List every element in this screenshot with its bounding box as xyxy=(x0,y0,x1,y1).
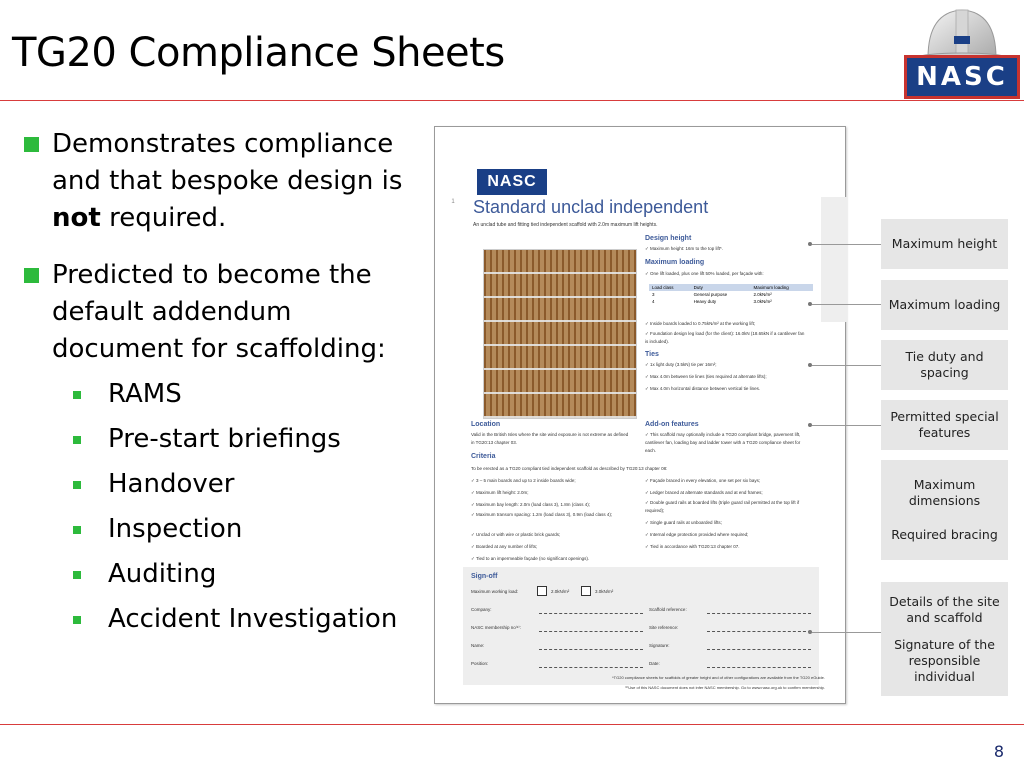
bullet-list xyxy=(22,126,427,642)
footer-divider xyxy=(0,724,1024,725)
doc-nasc-logo: NASC xyxy=(477,169,547,195)
bullet-item: Demonstrates compliance and that bespoke design is not required. xyxy=(22,126,427,237)
doc-line: ✓ Internal edge protection provided where required; xyxy=(645,532,749,537)
signoff-field-line xyxy=(707,631,811,632)
signoff-label: Site reference: xyxy=(649,625,679,630)
hard-hat-icon xyxy=(898,0,1024,62)
signoff-field-line xyxy=(539,649,643,650)
callout-label: Details of the site and scaffold xyxy=(889,593,1000,625)
compliance-sheet-preview xyxy=(434,126,846,704)
signoff-label: NASC membership no⁽ᶻ⁾: xyxy=(471,625,521,630)
doc-line: ✓ Maximum lift height: 2.0m; xyxy=(471,490,529,495)
leader-line xyxy=(812,365,881,366)
callout-label: Signature of the responsible individual xyxy=(894,636,995,684)
doc-line: ✓ Maximum bay length: 2.0m (load class 3), 1.8m (class 4); xyxy=(471,502,591,507)
table-cell: General purpose xyxy=(693,292,728,297)
doc-line: ✓ 1x light duty (3.5kN) tie per 16m²; xyxy=(645,362,717,367)
signoff-field-line xyxy=(707,613,811,614)
signoff-option: 3.0kN/m² xyxy=(595,589,614,594)
signoff-panel xyxy=(463,567,819,685)
signoff-label: Name: xyxy=(471,643,485,648)
doc-section-design-height: Design height xyxy=(645,235,692,242)
sub-bullet-item: Inspection xyxy=(22,507,427,552)
sub-bullet-item: RAMS xyxy=(22,372,427,417)
doc-line: ✓ Maximum transom spacing: 1.2m (load class 3), 0.9m (load class 4); xyxy=(471,512,613,517)
doc-footnote: *TG20 compliance sheets for scaffolds of greater height and of other configurations are available from the TG20 eGuide. xyxy=(612,675,825,680)
signoff-label: Position: xyxy=(471,661,489,666)
doc-line: ✓ Boarded at any number of lifts; xyxy=(471,544,538,549)
table-header: Load class xyxy=(649,284,691,291)
bold-text: not xyxy=(52,203,101,233)
doc-section-add-on: Add-on features xyxy=(645,421,699,428)
doc-line: ✓ Foundation design leg load (for the client): 16.0kN (18.65kN if a cantilever fan is included). xyxy=(645,331,805,344)
signoff-field-line xyxy=(707,667,811,668)
signoff-label: Maximum working load: xyxy=(471,589,519,594)
doc-section-maximum-loading: Maximum loading xyxy=(645,259,705,266)
callout-label: Permitted special features xyxy=(890,409,999,440)
table-header: Duty xyxy=(691,284,751,291)
doc-line: ✓ Façade braced in every elevation, one set per six bays; xyxy=(645,478,761,483)
doc-title: Standard unclad independent xyxy=(473,197,709,217)
doc-line: ✓ Tied in accordance with TG20:13 chapter 07. xyxy=(645,544,740,549)
nasc-logo-text: NASC xyxy=(904,55,1020,99)
doc-sheet-number: 1 xyxy=(451,199,455,205)
page-number: 8 xyxy=(993,742,1004,761)
signoff-label: Scaffold reference: xyxy=(649,607,687,612)
sub-bullet-item: Handover xyxy=(22,462,427,507)
scaffold-photo xyxy=(483,249,637,419)
table-cell: 3.0kN/m² xyxy=(753,299,772,304)
doc-section-ties: Ties xyxy=(645,351,659,358)
callout-maximum-loading xyxy=(881,280,1008,330)
doc-line: ✓ Maximum height: 16m to the top lift*. xyxy=(645,246,724,251)
doc-subtitle: An unclad tube and fitting tied independent scaffold with 2.0m maximum lift heights. xyxy=(473,222,658,228)
doc-line: ✓ Max 4.0m between tie lines (ties required at alternate lifts); xyxy=(645,374,767,379)
callout-dimensions-bracing xyxy=(881,460,1008,560)
leader-line xyxy=(812,244,881,245)
doc-line: ✓ Inside boards loaded to 0.75kN/m² at the working lift; xyxy=(645,321,756,326)
callout-label: Tie duty and spacing xyxy=(905,349,984,380)
slide-title: TG20 Compliance Sheets xyxy=(12,30,505,76)
table-cell: 3 xyxy=(652,292,655,297)
bullet-item: Predicted to become the default addendum document for scaffolding: xyxy=(22,257,427,368)
doc-line: ✓ Single guard rails at unboarded lifts; xyxy=(645,520,722,525)
doc-line: ✓ Max 4.0m horizontal distance between vertical tie lines. xyxy=(645,386,761,391)
callout-site-signature xyxy=(881,582,1008,696)
signoff-field-line xyxy=(539,631,643,632)
leader-line xyxy=(812,425,881,426)
nasc-logo xyxy=(898,0,1024,100)
signoff-field-line xyxy=(539,613,643,614)
sub-bullet-item: Auditing xyxy=(22,552,427,597)
table-header: Maximum loading xyxy=(751,284,814,291)
load-checkbox xyxy=(581,586,591,596)
signoff-field-line xyxy=(539,667,643,668)
callout-tie-duty xyxy=(881,340,1008,390)
signoff-label: Signature: xyxy=(649,643,670,648)
title-divider xyxy=(0,100,1024,101)
callout-label: Maximum loading xyxy=(888,297,1001,312)
doc-line: To be erected as a TG20 compliant tied independent scaffold as described by TG20:13 chapter 08: xyxy=(471,466,668,471)
load-checkbox xyxy=(537,586,547,596)
doc-section-sign-off: Sign-off xyxy=(471,573,498,580)
callout-label: Required bracing xyxy=(891,527,998,542)
sub-bullet-item: Pre-start briefings xyxy=(22,417,427,462)
doc-line: Valid in the British Isles where the site wind exposure is not extreme as defined in TG20:13 chapter 03. xyxy=(471,432,629,445)
doc-line: ✓ Unclad or with wire or plastic brick guards; xyxy=(471,532,561,537)
sub-bullet-item: Accident Investigation xyxy=(22,597,427,642)
table-cell: Heavy duty xyxy=(693,299,717,304)
table-cell: 2.0kN/m² xyxy=(753,292,772,297)
signoff-label: Company: xyxy=(471,607,492,612)
loading-table xyxy=(649,284,813,305)
doc-section-criteria: Criteria xyxy=(471,453,496,460)
doc-line: ✓ Double guard rails at boarded lifts (triple guard rail permitted at the top lift if required); xyxy=(645,500,800,513)
callout-label: Maximum height xyxy=(891,236,998,251)
doc-line: ✓ Tied to an impermeable façade (no significant openings). xyxy=(471,556,590,561)
signoff-label: Date: xyxy=(649,661,660,666)
doc-section-location: Location xyxy=(471,421,501,428)
doc-line: ✓ 3 – 5 main boards and up to 2 inside boards wide; xyxy=(471,478,576,483)
callout-label: Maximum dimensions xyxy=(908,477,981,508)
leader-line xyxy=(812,304,881,305)
doc-line: ✓ Ledger braced at alternate standards and at end frames; xyxy=(645,490,763,495)
doc-line: ✓ This scaffold may optionally include a TG20 compliant bridge, pavement lift, cantilever fan, loading bay and ladder tower with a TG20 compliance sheet for each. xyxy=(645,432,801,453)
callout-permitted-features xyxy=(881,400,1008,450)
signoff-option: 2.0kN/m² xyxy=(551,589,570,594)
signoff-field-line xyxy=(707,649,811,650)
leader-line xyxy=(812,632,881,633)
callout-maximum-height xyxy=(881,219,1008,269)
doc-footnote: ⁽ᶻ⁾Use of this NASC document does not infer NASC membership. Go to www.nasc.org.uk to confirm membership. xyxy=(624,685,825,690)
doc-line: ✓ One lift loaded, plus one lift 50% loaded, per façade with: xyxy=(645,271,764,276)
table-cell: 4 xyxy=(652,299,655,304)
